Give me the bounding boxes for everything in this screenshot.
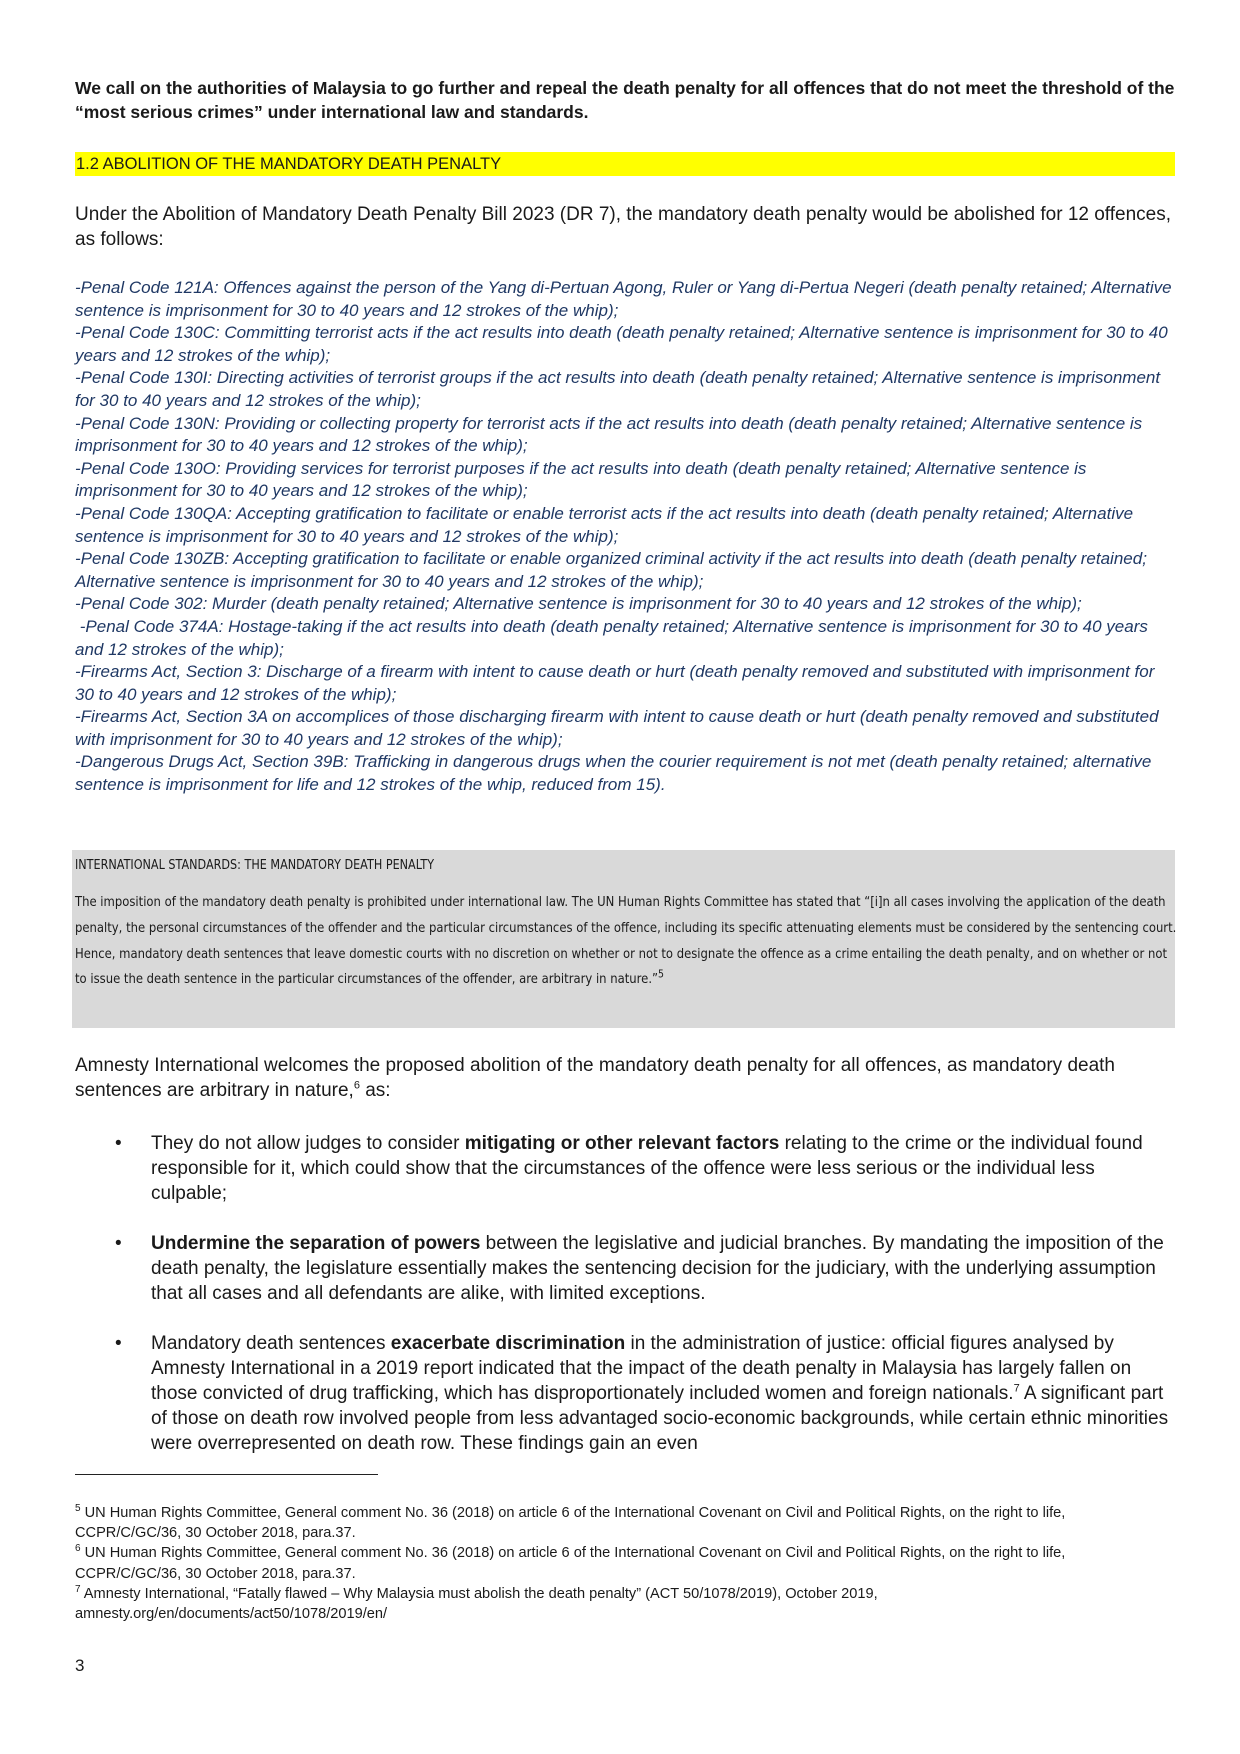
footnote xyxy=(75,1503,1175,1543)
reason-text: between the legislative and judicial branches. By mandating the imposition of the death penalty, the legislature essentially makes the sentencing decision for the judiciary, with the underlying assumption that all cases and all defendants are alike, with limited exceptions. xyxy=(151,1233,1164,1304)
footnote-divider xyxy=(75,1474,378,1475)
footnote-text: UN Human Rights Committee, General comment No. 36 (2018) on article 6 of the International Covenant on Civil and Political Rights, on the right to life, CCPR/C/GC/36, 30 October 2018, para.37. xyxy=(75,1545,1066,1582)
box-body-text: The imposition of the mandatory death penalty is prohibited under international law. The UN Human Rights Committee has stated that “[i]n all cases involving the application of the death penalty, the personal circumstances of the offender and the particular circumstances of the offence, including its specific attenuating elements must be considered by the sentencing court. Hence, mandatory death sentences that leave domestic courts with no discretion on whether or not to designate the offence as a crime entailing the death penalty, and on whether or not to issue the death sentence in the particular circumstances of the offender, are arbitrary in nature.” xyxy=(75,894,1177,988)
reason-text: They do not allow judges to consider xyxy=(151,1133,465,1154)
offence-list xyxy=(75,277,1175,797)
offence-item: -Penal Code 130QA: Accepting gratification to facilitate or enable terrorist acts if the act results into death (death penalty retained; Alternative sentence is imprisonment for 30 to 40 years and 12 strokes of the whip); xyxy=(75,503,1134,546)
reason-text: Mandatory death sentences xyxy=(151,1333,391,1354)
offence-item: -Firearms Act, Section 3: Discharge of a firearm with intent to cause death or hurt (death penalty removed and substituted with imprisonment for 30 to 40 years and 12 strokes of the whip); xyxy=(75,662,1155,704)
footnote-number: 5 xyxy=(75,1503,81,1515)
offence-item: -Penal Code 130N: Providing or collecting property for terrorist acts if the act results into death (death penalty retained; Alternative sentence is imprisonment for 30 to 40 years and 12 strokes of the whip); xyxy=(75,413,1143,456)
reason-emphasis: exacerbate discrimination xyxy=(390,1333,626,1354)
offence-item: -Penal Code 130ZB: Accepting gratification to facilitate or enable organized criminal activity if the act results into death (death penalty retained; Alternative sentence is imprisonment for 30 to 40 years and 12 strokes of the whip); xyxy=(75,549,1147,591)
footnote-ref-6[interactable]: 6 xyxy=(353,1079,360,1092)
offence-item: -Penal Code 121A: Offences against the person of the Yang di-Pertuan Agong, Ruler or Yang di-Pertua Negeri (death penalty retained; Alternative sentence is imprisonment for 30 to 40 years and 12 strokes of the whip); xyxy=(75,278,1172,320)
bullet-icon: • xyxy=(115,1233,122,1254)
reason-emphasis: Undermine the separation of powers xyxy=(151,1233,481,1254)
bullet-icon: • xyxy=(115,1133,122,1154)
reason-item xyxy=(75,1231,1175,1306)
footnote-number: 7 xyxy=(75,1583,81,1595)
page-number: 3 xyxy=(75,1656,85,1675)
footnote xyxy=(75,1584,1175,1624)
reasons-list xyxy=(75,1131,1175,1456)
welcome-text: Amnesty International welcomes the proposed abolition of the mandatory death penalty for all offences, as mandatory death sentences are arbitrary in nature, xyxy=(75,1055,1115,1101)
footnote-number: 6 xyxy=(75,1543,81,1555)
box-body xyxy=(75,890,1178,993)
intro-statement: We call on the authorities of Malaysia to go further and repeal the death penalty for all offences that do not meet the threshold of the “most serious crimes” under international law and standards. xyxy=(75,78,1175,122)
reason-item xyxy=(75,1331,1175,1456)
footnote-text[interactable]: Amnesty International, “Fatally flawed – Why Malaysia must abolish the death penalty” (ACT 50/1078/2019), October 2019, amnesty.org/en/documents/act50/1078/2019/en/ xyxy=(75,1585,878,1623)
lead-paragraph: Under the Abolition of Mandatory Death Penalty Bill 2023 (DR 7), the mandatory death penalty would be abolished for 12 offences, as follows: xyxy=(75,204,1171,250)
offence-item: -Firearms Act, Section 3A on accomplices of those discharging firearm with intent to cause death or hurt (death penalty removed and substituted with imprisonment for 30 to 40 years and 12 strokes of the whip); xyxy=(75,707,1159,749)
bullet-icon: • xyxy=(115,1333,122,1354)
welcome-tail: as: xyxy=(359,1080,391,1101)
offence-item: -Penal Code 130C: Committing terrorist acts if the act results into death (death penalty retained; Alternative sentence is imprisonment for 30 to 40 years and 12 strokes of the whip); xyxy=(75,323,1168,365)
reason-text: relating to the crime or the individual found responsible for it, which could show that the circumstances of the offence were less serious or the individual less culpable; xyxy=(151,1133,1143,1204)
offence-item: -Penal Code 130I: Directing activities of terrorist groups if the act results into death (death penalty retained; Alternative sentence is imprisonment for 30 to 40 years and 12 strokes of the whip); xyxy=(75,368,1161,410)
footnotes xyxy=(75,1503,1175,1624)
reason-emphasis: mitigating or other relevant factors xyxy=(464,1133,780,1154)
footnote-ref-5[interactable]: 5 xyxy=(658,967,665,981)
offence-item: -Penal Code 374A: Hostage-taking if the act results into death (death penalty retained; Alternative sentence is imprisonment for 30 to 40 years and 12 strokes of the whip); xyxy=(75,616,1153,659)
international-standards-box xyxy=(72,850,1175,1028)
reason-item xyxy=(75,1131,1175,1206)
reason-text: A significant part of those on death row involved people from less advantaged socio-economic backgrounds, while certain ethnic minorities were overrepresented on death row. These findings gain an even xyxy=(151,1383,1169,1454)
offence-item: -Penal Code 130O: Providing services for terrorist purposes if the act results into death (death penalty retained; Alternative sentence is imprisonment for 30 to 40 years and 12 strokes of the whip); xyxy=(75,458,1087,501)
offence-item: -Dangerous Drugs Act, Section 39B: Trafficking in dangerous drugs when the courier requirement is not met (death penalty retained; alternative sentence is imprisonment for life and 12 strokes of the whip, reduced from 15). xyxy=(75,752,1152,795)
footnote xyxy=(75,1543,1175,1583)
offence-item: -Penal Code 302: Murder (death penalty retained; Alternative sentence is imprisonment for 30 to 40 years and 12 strokes of the whip); xyxy=(75,594,1082,614)
footnote-ref-7[interactable]: 7 xyxy=(1013,1382,1020,1395)
reason-text: in the administration of justice: official figures analysed by Amnesty International in a 2019 report indicated that the impact of the death penalty in Malaysia has largely fallen on those convicted of drug trafficking, which has disproportionately included women and foreign nationals. xyxy=(151,1333,1132,1404)
welcome-paragraph xyxy=(75,1053,1175,1103)
section-heading: 1.2 ABOLITION OF THE MANDATORY DEATH PENALTY xyxy=(75,152,1175,176)
footnote-text: UN Human Rights Committee, General comment No. 36 (2018) on article 6 of the International Covenant on Civil and Political Rights, on the right to life, CCPR/C/GC/36, 30 October 2018, para.37. xyxy=(75,1505,1066,1542)
box-title: INTERNATIONAL STANDARDS: THE MANDATORY DEATH PENALTY xyxy=(75,857,435,873)
